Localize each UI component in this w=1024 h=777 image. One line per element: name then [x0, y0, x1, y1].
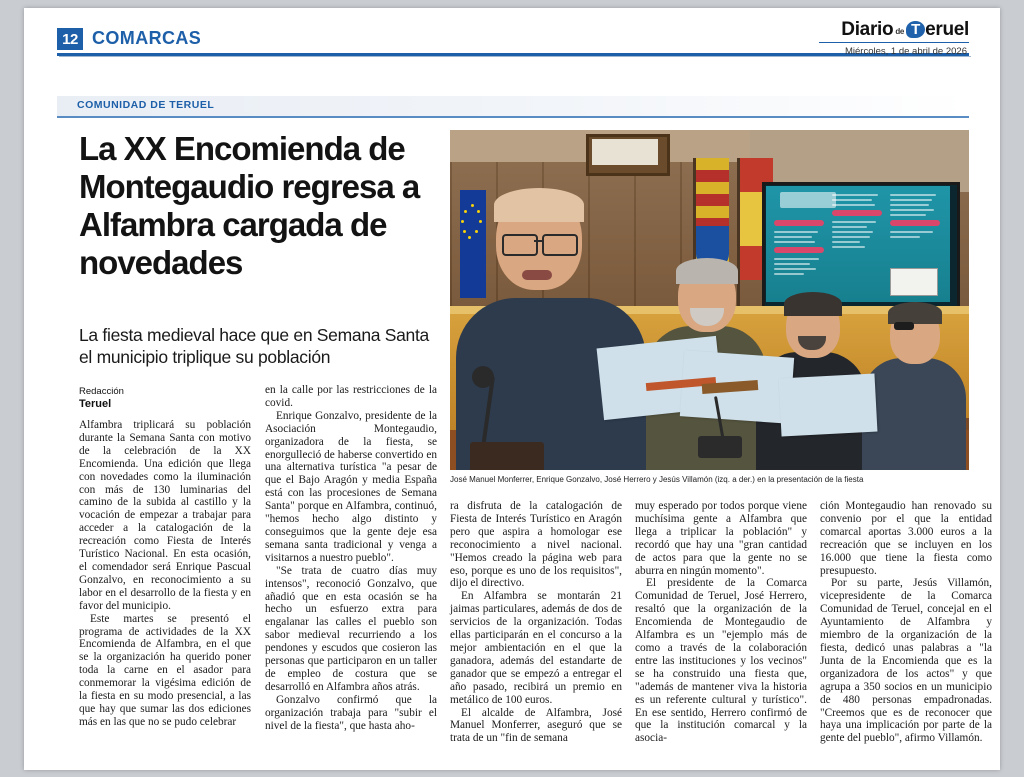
photo-screen-column-3 — [890, 194, 940, 241]
photo-person-4-glasses — [894, 322, 914, 330]
photo-flagpole-right — [737, 158, 740, 308]
subsection-band — [57, 96, 969, 116]
body-column-4 — [635, 500, 807, 770]
photo-person-4-body — [862, 358, 966, 470]
subsection-rule — [57, 116, 969, 118]
body-column-2 — [265, 384, 437, 770]
body-paragraph: Este martes se presentó el programa de actividades de la XX Encomienda de Alfambra, en el que se la organización ha querido poner toda la carne en el asador para conmemorar la vigésima edición de la fiesta en su modo presencial, a las que hay que sumar las dos ediciones más en las que no se pudo celebrar — [79, 612, 251, 728]
masthead-rule — [819, 42, 969, 43]
byline-place: Teruel — [79, 398, 112, 410]
body-paragraph: El alcalde de Alfambra, José Manuel Monferrer, aseguró que se trata de un "fin de semana — [450, 706, 622, 745]
masthead-t-bubble-icon: T — [906, 21, 925, 38]
photo-microphone-head-1 — [472, 366, 494, 388]
photo-person-1-mouth — [522, 270, 552, 280]
body-column-1 — [79, 419, 251, 770]
article-photo — [450, 130, 969, 470]
body-paragraph: "Se trata de cuatro días muy intensos", reconoció Gonzalvo, que añadió que en esta ocasión se ha hecho un esfuerzo extra para engalanar las calles el pueblo son sabor medieval recurriendo a los pendones y escudos que cosieron las personas que participaron en un taller de empleo de costura que se desarrolló en Alfambra años atrás. — [265, 564, 437, 693]
photo-person-1-bald-top — [494, 188, 584, 222]
photo-screen-column-1 — [774, 216, 824, 278]
body-paragraph: en la calle por las restricciones de la covid. — [265, 384, 437, 409]
photo-person-1-glasses-left — [502, 234, 538, 256]
photo-person-4-hair — [888, 302, 942, 324]
body-paragraph: En Alfambra se montarán 21 jaimas particulares, además de dos de servicios de la organización. Todas ellas participarán en el concurso a la mejor ambientación en el que la ganadora, además del estandarte de ganador que se empezó a entregar el año pasado, recibirá un premio en metálico de 100 euros. — [450, 590, 622, 706]
photo-person-1-glasses-right — [542, 234, 578, 256]
masthead-word-eruel: eruel — [925, 19, 969, 40]
photo-person-1-glasses-bridge — [534, 240, 542, 242]
masthead-word-de: de — [895, 27, 905, 36]
body-paragraph: muy esperado por todos porque viene muchísima gente a Alfambra que llega a triplicar la población" y recordó que hay una "gran cantidad de actos para que la gente no se aburra en ningún momento". — [635, 500, 807, 577]
photo-caption: José Manuel Monferrer, Enrique Gonzalvo, José Herrero y Jesús Villamón (izq. a der.) en la presentación de la fiesta — [450, 475, 864, 484]
newspaper-page — [24, 8, 1000, 770]
body-paragraph: El presidente de la Comarca Comunidad de Teruel, José Herrero, resaltó que la organización de la Encomienda de Montegaudio de Alfambra es un "ejemplo más de como a través de la colaboración entre las instituciones y los vecinos" se ha construido una fiesta que, "además de mantener viva la historia es un referente cultural y turístico". En ese sentido, Herrero confirmó de que la institución comarcal y la asocia- — [635, 577, 807, 745]
publication-date: Miércoles, 1 de abril de 2026 — [845, 46, 967, 57]
body-paragraph: ra disfruta de la catalogación de Fiesta de Interés Turístico en Aragón pero que aspira a homologar ese reconocimiento a nivel nacional. "Hemos creado la página web para eso, porque es uno de los requisitos", dijo el directivo. — [450, 500, 622, 590]
byline-author: Redacción — [79, 386, 124, 397]
body-paragraph: ción Montegaudio han renovado su convenio por el que la entidad comarcal aportas 3.000 euros a la recreación que se incluyen en los 16.000 que tiene la fiesta como presupuesto. — [820, 500, 992, 577]
article-byline — [79, 386, 249, 410]
body-paragraph: Enrique Gonzalvo, presidente de la Asociación Montegaudio, organizadora de la fiesta, se enorgulleció de haberse convertido en una alternativa turística "a pesar de que el Bajo Aragón y media España está con las procesiones de Semana Santa" porque en Alfambra, continuó, "hemos hecho algo distinto y conseguimos que la gente deje esa semana santa tradicional y venga a visitarnos a nuestro pueblo". — [265, 409, 437, 564]
photo-person-2-hair — [676, 258, 738, 284]
body-column-3 — [450, 500, 622, 770]
page-header — [57, 20, 969, 60]
photo-screen-note-card — [890, 268, 938, 296]
masthead-word-diario: Diario — [841, 19, 894, 40]
photo-microphone-base-1 — [470, 442, 544, 470]
subsection-label: COMUNIDAD DE TERUEL — [77, 99, 215, 111]
photo-person-3-hair — [784, 292, 842, 316]
photo-papers-3 — [779, 374, 878, 437]
photo-microphone-base-2 — [698, 436, 742, 458]
body-column-5 — [820, 500, 992, 770]
article-subheadline: La fiesta medieval hace que en Semana Santa el municipio triplique su población — [79, 325, 429, 367]
section-name: COMARCAS — [92, 28, 202, 48]
photo-screen-logo — [780, 192, 836, 208]
article-headline: La XX Encomienda de Montegaudio regresa a Alfambra cargada de novedades — [79, 130, 420, 281]
body-paragraph: Gonzalvo confirmó que la organización trabaja para "subir el nivel de la fiesta", que hasta aho- — [265, 693, 437, 732]
masthead — [801, 20, 969, 57]
photo-screen-column-2 — [832, 194, 882, 251]
body-paragraph: Por su parte, Jesús Villamón, vicepresidente de la Comarca Comunidad de Teruel, concejal en el Ayuntamiento de Alfambra y miembro de la organización de la fiesta, dedicó unas palabras a "la Junta de la Encomienda que es la organizadora de los actos" y que agrupa a 350 socios en un municipio de 480 personas empadronadas. "Creemos que es de reconocer que haya una implicación por parte de la gente del pueblo", afirmo Villamón. — [820, 577, 992, 745]
page-folio-number: 12 — [57, 28, 83, 50]
masthead-logo — [801, 20, 969, 39]
body-paragraph: Alfambra triplicará su población durante la Semana Santa con motivo de la celebración de la XX Encomienda. Una edición que llega con novedades como la iluminación con más de 130 luminarias del camino de la subida al castillo y la vocación de empezar a trabajar para acceder a la catalogación de la recreación como Fiesta de Interés Turístico Nacional. En esta ocasión, el comendador será Enrique Pascual Gonzalvo, en reconocimiento a su labor en el desarrollo de la fiesta y en favor del municipio. — [79, 419, 251, 612]
photo-framed-picture-canvas — [592, 139, 658, 165]
photo-eu-flag — [460, 190, 486, 298]
